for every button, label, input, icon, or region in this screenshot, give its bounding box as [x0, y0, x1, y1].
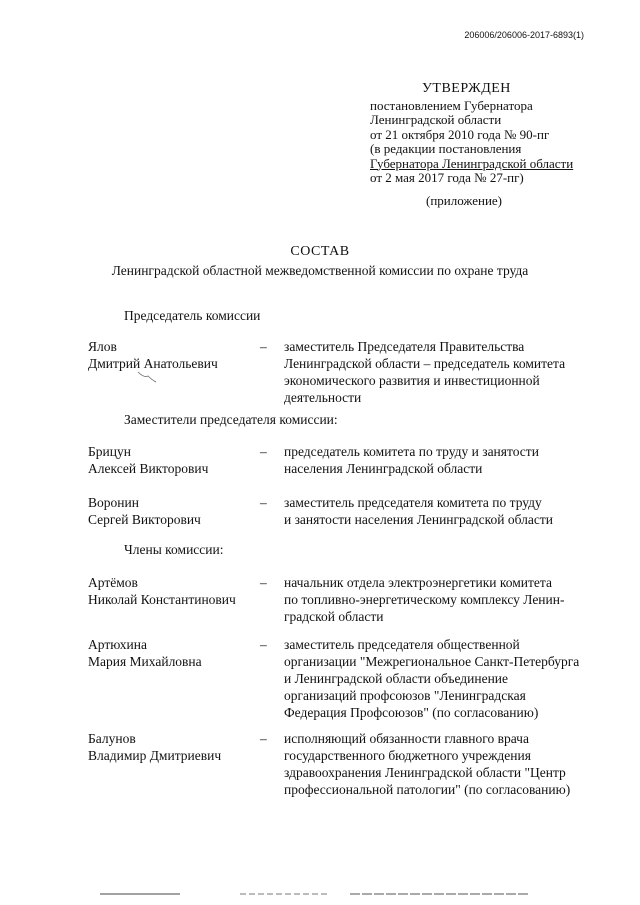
- dash: –: [260, 495, 267, 510]
- dash: –: [260, 444, 267, 459]
- scan-artifact-line: [100, 886, 540, 898]
- member-name: Балунов Владимир Дмитриевич: [88, 731, 222, 763]
- approval-line: (в редакции постановления: [370, 141, 522, 156]
- section-deputies: Заместители председателя комиссии:: [124, 412, 338, 427]
- approval-line: от 21 октября 2010 года № 90-пг: [370, 126, 550, 142]
- dash: –: [260, 339, 267, 354]
- member-name: Воронин Сергей Викторович: [88, 495, 201, 527]
- member-position: заместитель председателя комитета по труду и занятости населения Ленинградской области: [284, 495, 554, 527]
- document-subtitle: Ленинградской областной межведомственной комиссии по охране труда: [111, 263, 529, 278]
- dash: –: [260, 575, 267, 590]
- approval-line: от 2 мая 2017 года № 27-пг): [370, 170, 524, 185]
- approval-line: Губернатора Ленинградской области: [370, 155, 574, 171]
- document-title: СОСТАВ: [290, 244, 350, 259]
- section-chair: Председатель комиссии: [124, 308, 261, 323]
- member-position: председатель комитета по труду и занятости населения Ленинградской области: [284, 444, 539, 476]
- member-position: начальник отдела электроэнергетики комитета по топливно-энергетическому комплексу Ленин- градской области: [284, 575, 565, 624]
- approval-heading: УТВЕРЖДЕН: [422, 81, 511, 96]
- member-position: заместитель Председателя Правительства Ленинградской области – председатель комитета экономического развития и инвестиционной деятельности: [284, 339, 566, 405]
- member-name: Артюхина Мария Михайловна: [88, 637, 202, 669]
- document-id: 206006/206006-2017-6893(1): [464, 30, 584, 40]
- member-name: Брицун Алексей Викторович: [88, 444, 209, 476]
- member-position: исполняющий обязанности главного врача государственного бюджетного учреждения здравоохранения Ленинградской области "Центр профессиональной патологии" (по согласованию): [284, 731, 571, 797]
- section-members: Члены комиссии:: [124, 542, 224, 557]
- member-name: Ялов Дмитрий Анатольевич: [88, 339, 218, 371]
- member-name: Артёмов Николай Константинович: [88, 575, 236, 607]
- approval-block: [370, 82, 610, 208]
- dash: –: [260, 637, 267, 652]
- pen-mark: [136, 368, 158, 384]
- member-position: заместитель председателя общественной организации "Межрегиональное Санкт-Петербурга и Ленинградской области объединение организаций профсоюзов "Ленинградская Федерация Профсоюзов" (по согласованию): [284, 637, 580, 720]
- approval-line: постановлением Губернатора: [370, 97, 533, 113]
- dash: –: [260, 731, 267, 746]
- approval-line: Ленинградской области: [370, 112, 502, 127]
- approval-attachment: (приложение): [426, 192, 503, 208]
